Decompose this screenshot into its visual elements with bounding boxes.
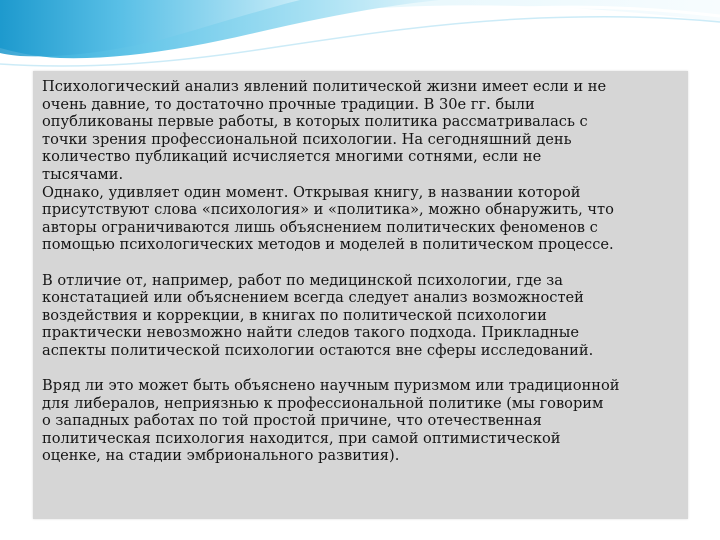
- text-line: для либералов, неприязнью к профессиональной политике (мы говорим: [42, 394, 604, 412]
- text-line: констатацией или объяснением всегда следует анализ возможностей: [42, 289, 584, 307]
- text-line: воздействия и коррекции, в книгах по политической психологии: [42, 306, 547, 324]
- paragraph-spacer: [42, 360, 682, 378]
- text-line: аспекты политической психологии остаются вне сферы исследований.: [42, 341, 594, 359]
- text-line: Психологический анализ явлений политической жизни имеет если и не: [42, 78, 607, 95]
- text-line: тысячами.: [42, 165, 124, 183]
- paragraph-4: [42, 377, 682, 465]
- text-line: Вряд ли это может быть объяснено научным пуризмом или традиционной: [42, 377, 620, 395]
- paragraph-3: [42, 272, 682, 360]
- text-line: авторы ограничиваются лишь объяснением политических феноменов с: [42, 218, 598, 236]
- text-line: очень давние, то достаточно прочные традиции. В 30е гг. были: [42, 95, 535, 113]
- text-line: количество публикаций исчисляется многими сотнями, если не: [42, 148, 542, 166]
- text-line: точки зрения профессиональной психологии. На сегодняшний день: [42, 130, 572, 148]
- text-line: В отличие от, например, работ по медицинской психологии, где за: [42, 271, 563, 289]
- text-line: Однако, удивляет один момент. Открывая книгу, в названии которой: [42, 183, 581, 201]
- slide-text-body: [42, 78, 682, 465]
- text-line: оценке, на стадии эмбрионального развития).: [42, 447, 400, 465]
- text-line: политическая психология находится, при самой оптимистической: [42, 429, 561, 447]
- text-line: опубликованы первые работы, в которых политика рассматривалась с: [42, 113, 588, 131]
- text-line: помощью психологических методов и моделей в политическом процессе.: [42, 236, 614, 254]
- text-line: практически невозможно найти следов такого подхода. Прикладные: [42, 324, 580, 342]
- paragraph-2: [42, 184, 682, 254]
- text-line: о западных работах по той простой причине, что отечественная: [42, 412, 542, 430]
- paragraph-1: [42, 78, 682, 184]
- text-line: присутствуют слова «психология» и «политика», можно обнаружить, что: [42, 201, 614, 219]
- header-wave-decoration: [0, 0, 720, 70]
- paragraph-spacer: [42, 254, 682, 272]
